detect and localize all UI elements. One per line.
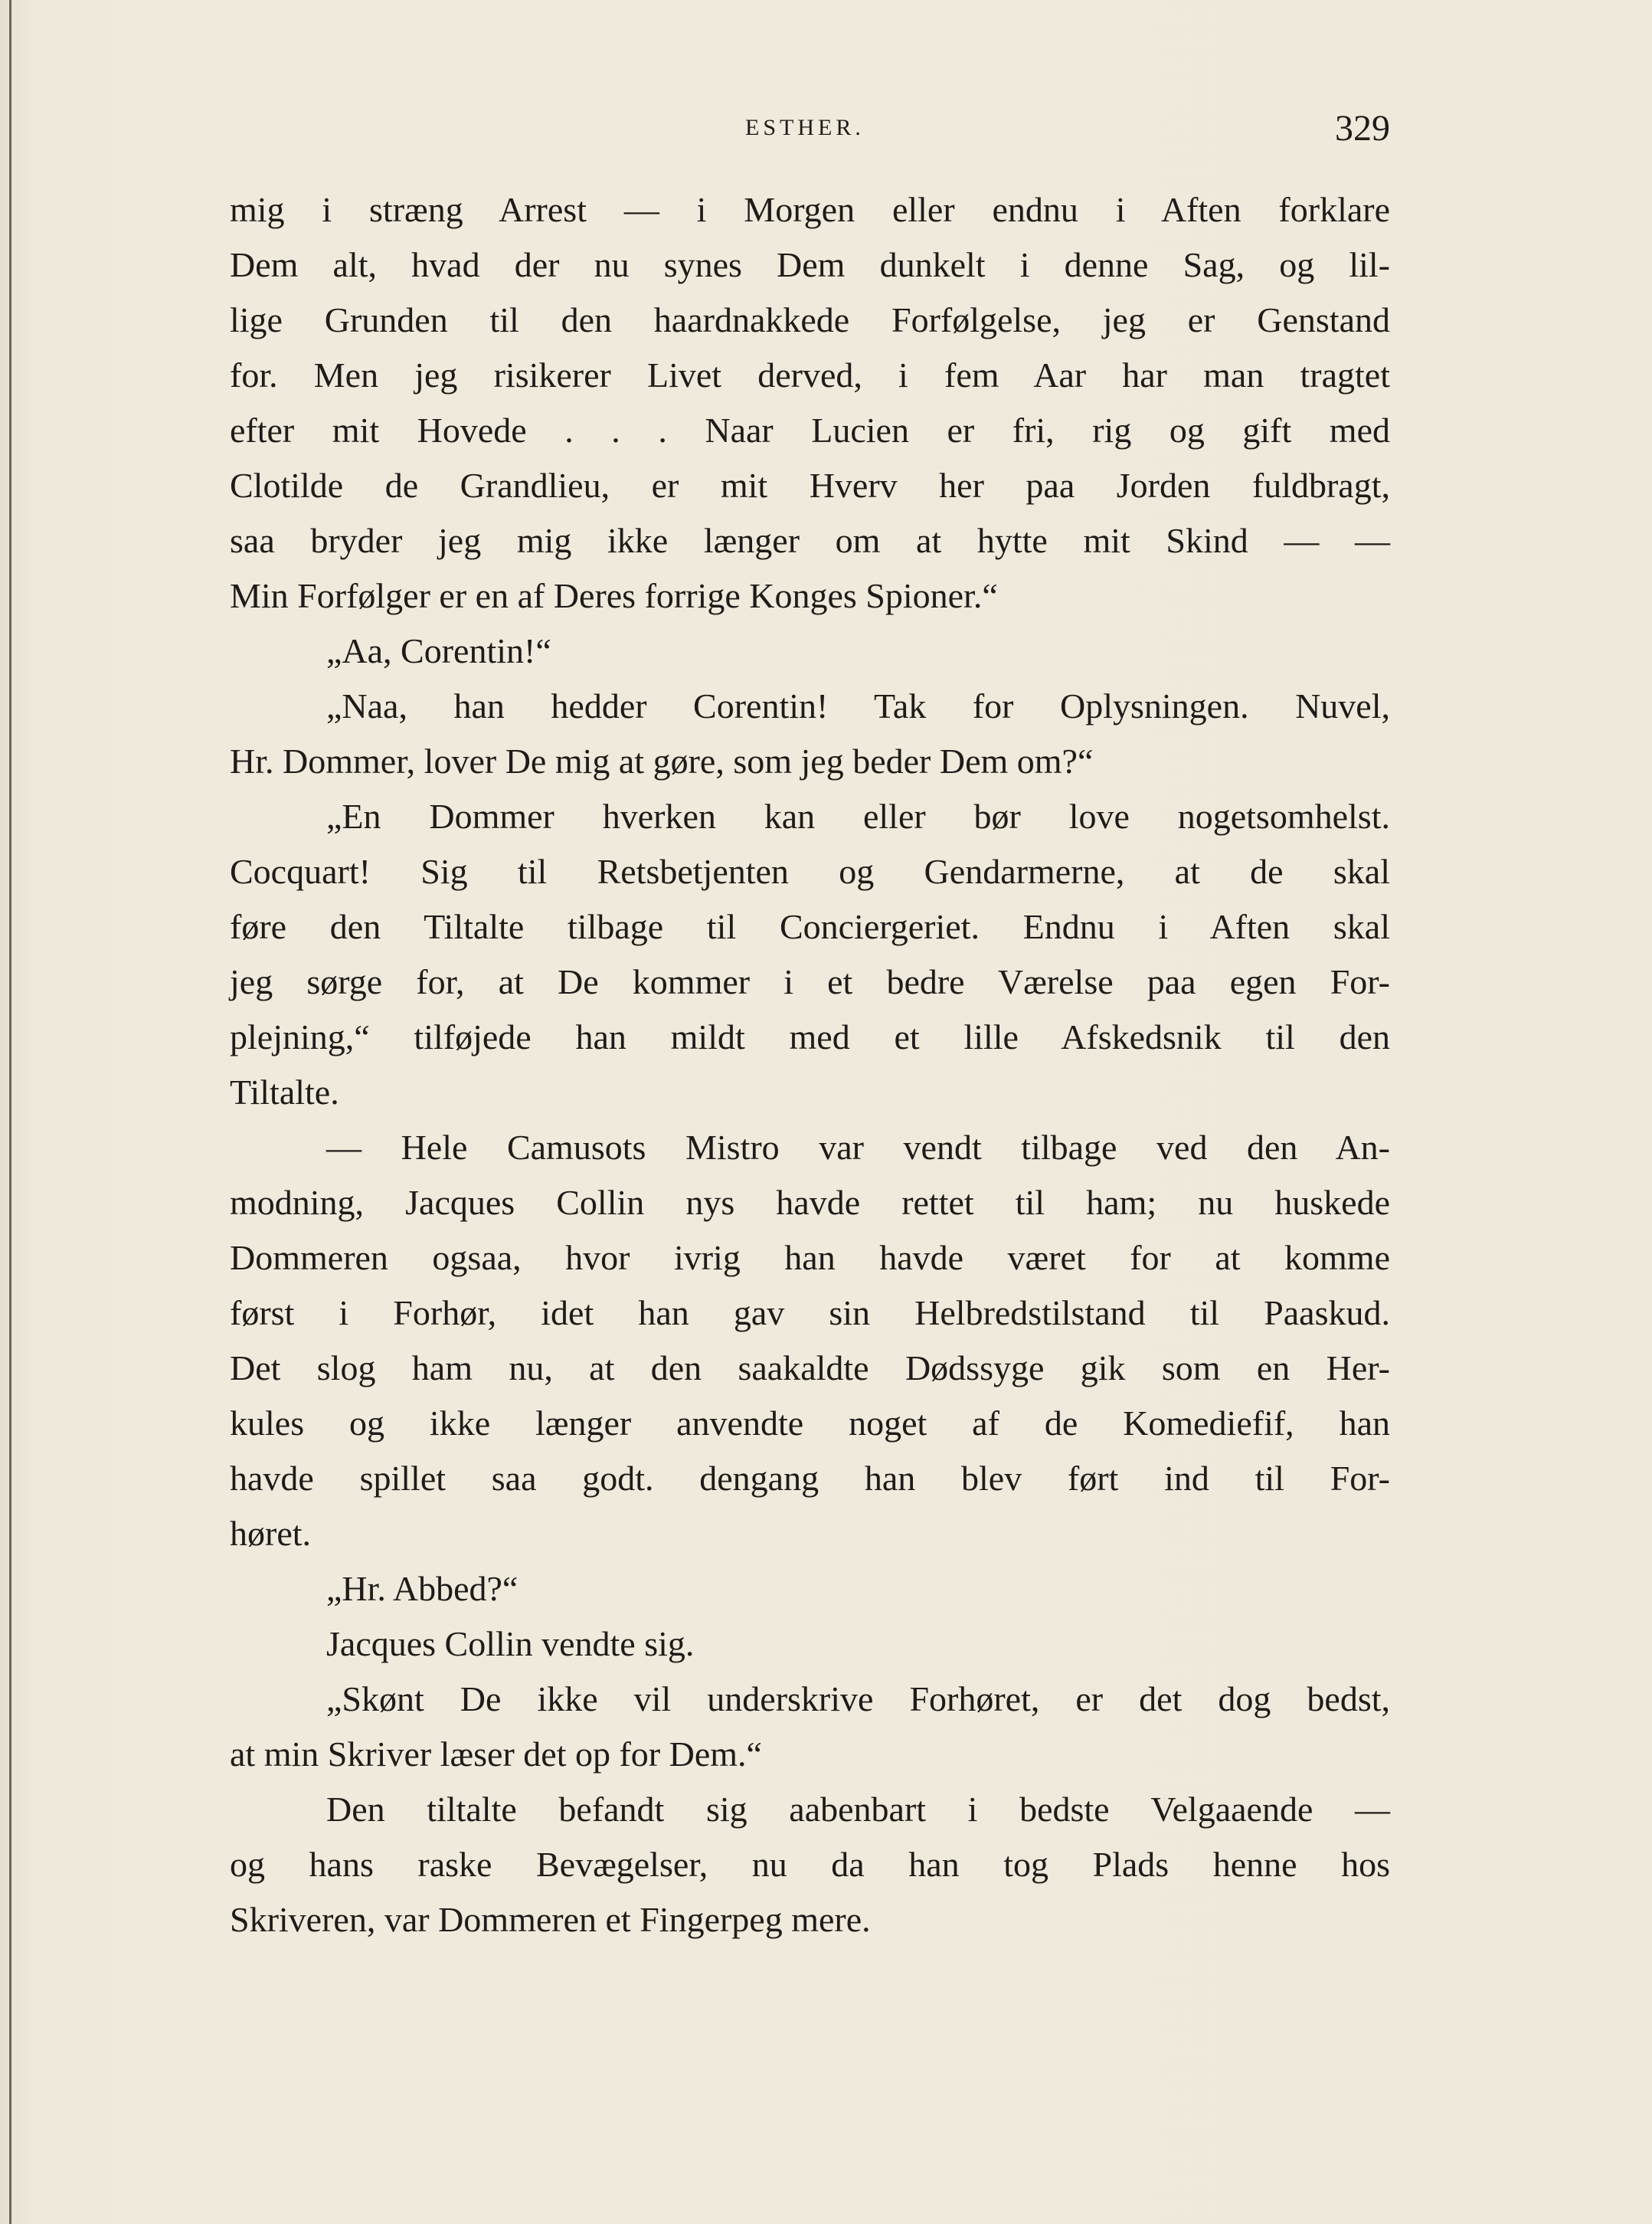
text-line: høret. <box>230 1514 312 1553</box>
text-line: Min Forfølger er en af Deres forrige Konges Spioner.“ <box>230 576 998 615</box>
text-line: at min Skriver læser det op for Dem.“ <box>230 1734 762 1774</box>
text-line: Clotilde de Grandlieu, er mit Hverv her paa Jorden fuldbragt, <box>230 466 1390 505</box>
text-line: Cocquart! Sig til Retsbetjenten og Gendarmerne, at de skal <box>230 852 1390 891</box>
body-text <box>230 182 1390 1947</box>
text-line: efter mit Hovede . . . Naar Lucien er fri, rig og gift med <box>230 411 1390 450</box>
text-line: „Naa, han hedder Corentin! Tak for Oplysningen. Nuvel, <box>326 686 1390 726</box>
text-line: „Aa, Corentin!“ <box>326 631 551 670</box>
text-line: jeg sørge for, at De kommer i et bedre Værelse paa egen For- <box>230 962 1390 1001</box>
running-title: ESTHER. <box>745 115 865 140</box>
text-line: føre den Tiltalte tilbage til Conciergeriet. Endnu i Aften skal <box>230 907 1390 946</box>
text-line: „Hr. Abbed?“ <box>326 1569 518 1608</box>
text-line: Det slog ham nu, at den saakaldte Dødssyge gik som en Her- <box>230 1348 1390 1387</box>
text-line: Jacques Collin vendte sig. <box>326 1624 695 1663</box>
text-line: havde spillet saa godt. dengang han blev ført ind til For- <box>230 1459 1390 1498</box>
text-line: plejning,“ tilføjede han mildt med et lille Afskedsnik til den <box>230 1017 1390 1056</box>
text-line: „Skønt De ikke vil underskrive Forhøret, er det dog bedst, <box>326 1679 1390 1718</box>
text-line: Hr. Dommer, lover De mig at gøre, som jeg beder Dem om?“ <box>230 742 1094 781</box>
page-header <box>230 107 1390 169</box>
text-line: for. Men jeg risikerer Livet derved, i fem Aar har man tragtet <box>230 355 1390 395</box>
text-line: kules og ikke længer anvendte noget af de Komediefif, han <box>230 1404 1390 1443</box>
text-line: Skriveren, var Dommeren et Fingerpeg mere. <box>230 1900 871 1939</box>
text-line: saa bryder jeg mig ikke længer om at hytte mit Skind — — <box>230 521 1390 560</box>
text-line: og hans raske Bevægelser, nu da han tog Plads henne hos <box>230 1845 1390 1884</box>
page-number: 329 <box>1335 108 1390 149</box>
text-line: Den tiltalte befandt sig aabenbart i bedste Velgaaende — <box>326 1790 1390 1829</box>
text-line: Tiltalte. <box>230 1073 339 1112</box>
text-line: — Hele Camusots Mistro var vendt tilbage ved den An- <box>326 1128 1390 1167</box>
text-line: Dem alt, hvad der nu synes Dem dunkelt i denne Sag, og lil- <box>230 245 1390 284</box>
text-line: modning, Jacques Collin nys havde rettet til ham; nu huskede <box>230 1183 1390 1222</box>
binding-edge <box>9 0 11 2224</box>
text-line: først i Forhør, idet han gav sin Helbredstilstand til Paaskud. <box>230 1293 1390 1332</box>
text-line: mig i stræng Arrest — i Morgen eller endnu i Aften forklare <box>230 190 1390 229</box>
text-line: lige Grunden til den haardnakkede Forfølgelse, jeg er Genstand <box>230 300 1390 339</box>
text-line: Dommeren ogsaa, hvor ivrig han havde været for at komme <box>230 1238 1390 1277</box>
text-line: „En Dommer hverken kan eller bør love nogetsomhelst. <box>326 797 1390 836</box>
